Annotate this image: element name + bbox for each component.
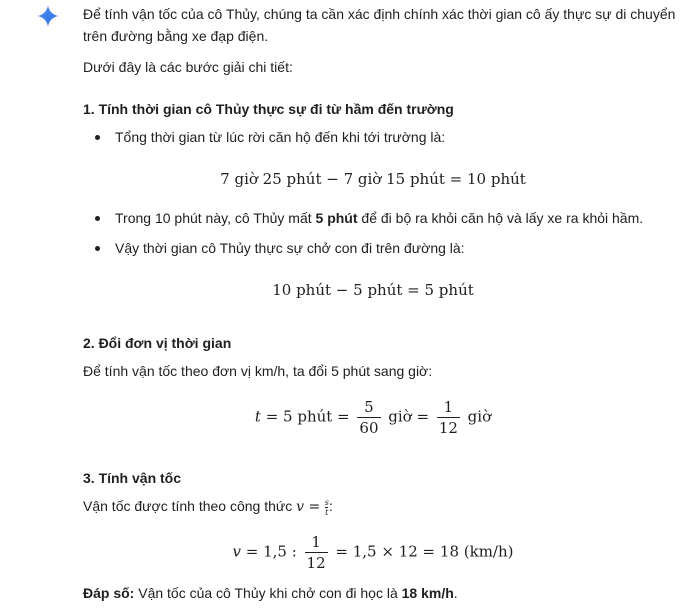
fraction-numerator: 1 bbox=[311, 533, 321, 551]
fraction-numerator: 5 bbox=[364, 398, 374, 416]
step1-bullet2-bold: 5 phút bbox=[315, 210, 358, 226]
bullet bbox=[95, 135, 100, 140]
equation-3 bbox=[83, 397, 663, 438]
final-answer bbox=[83, 582, 458, 604]
eq3-var: t bbox=[254, 407, 261, 426]
eq4-var: v bbox=[232, 542, 241, 561]
step1-heading: 1. Tính thời gian cô Thủy thực sự đi từ hầm đến trường bbox=[83, 101, 454, 117]
step1-bullet2-pre: Trong 10 phút này, cô Thủy mất bbox=[115, 210, 316, 226]
step2-text: Để tính vận tốc theo đơn vị km/h, ta đổi 5 phút sang giờ: bbox=[83, 363, 433, 379]
eq4-lhs: = 1,5 : bbox=[240, 542, 302, 561]
gemini-sparkle-icon bbox=[36, 4, 60, 28]
formula-end: : bbox=[328, 498, 333, 514]
bullet bbox=[95, 216, 100, 221]
eq3-lhs: = 5 phút = bbox=[260, 407, 355, 426]
intro-line-3: Dưới đây là các bước giải chi tiết: bbox=[83, 59, 293, 75]
step1-bullet2-post: để đi bộ ra khỏi căn hộ và lấy xe ra khỏi hầm. bbox=[357, 210, 644, 226]
intro-line-2: trên đường bằng xe đạp điện. bbox=[83, 28, 269, 44]
equation-1: 7 giờ 25 phút − 7 giờ 15 phút = 10 phút bbox=[220, 170, 526, 188]
equation-2: 10 phút − 5 phút = 5 phút bbox=[272, 281, 474, 299]
fraction-numerator: 1 bbox=[443, 398, 454, 416]
step1-bullet1-text: Tổng thời gian từ lúc rời căn hộ đến khi tới trường là: bbox=[115, 129, 446, 145]
fraction bbox=[437, 397, 460, 438]
fraction-denominator: 60 bbox=[359, 419, 379, 437]
answer-text: Vận tốc của cô Thủy khi chở con đi học là bbox=[134, 585, 402, 601]
fraction bbox=[357, 397, 380, 438]
answer-label: Đáp số: bbox=[83, 585, 135, 601]
step3-text-pre: Vận tốc được tính theo công thức bbox=[83, 498, 297, 514]
eq3-mid: giờ = bbox=[383, 407, 434, 426]
formula-var: v bbox=[296, 499, 305, 515]
step2-heading: 2. Đổi đơn vị thời gian bbox=[83, 335, 232, 351]
eq4-rhs: = 1,5 × 12 = 18 (km/h) bbox=[330, 542, 514, 561]
step3-text bbox=[83, 495, 333, 518]
fraction-denominator: 12 bbox=[438, 419, 458, 437]
fraction-denominator: 12 bbox=[306, 554, 326, 572]
eq3-end: giờ bbox=[462, 407, 492, 426]
intro-line-1: Để tính vận tốc của cô Thủy, chúng ta cần xác định chính xác thời gian cô ấy thực sự di chuyển bbox=[83, 6, 676, 22]
bullet bbox=[95, 246, 100, 251]
list-item bbox=[115, 237, 465, 259]
formula-eq: = bbox=[304, 499, 325, 515]
list-item bbox=[115, 126, 445, 148]
list-item bbox=[115, 207, 643, 229]
formula-denominator: t bbox=[325, 507, 329, 517]
fraction bbox=[305, 532, 328, 573]
step3-heading: 3. Tính vận tốc bbox=[83, 470, 182, 486]
answer-end: . bbox=[453, 585, 458, 601]
step1-bullet3-text: Vậy thời gian cô Thủy thực sự chở con đi trên đường là: bbox=[115, 240, 465, 256]
equation-4 bbox=[83, 532, 663, 573]
formula-numerator: s bbox=[324, 497, 329, 507]
answer-value: 18 km/h bbox=[401, 585, 454, 601]
